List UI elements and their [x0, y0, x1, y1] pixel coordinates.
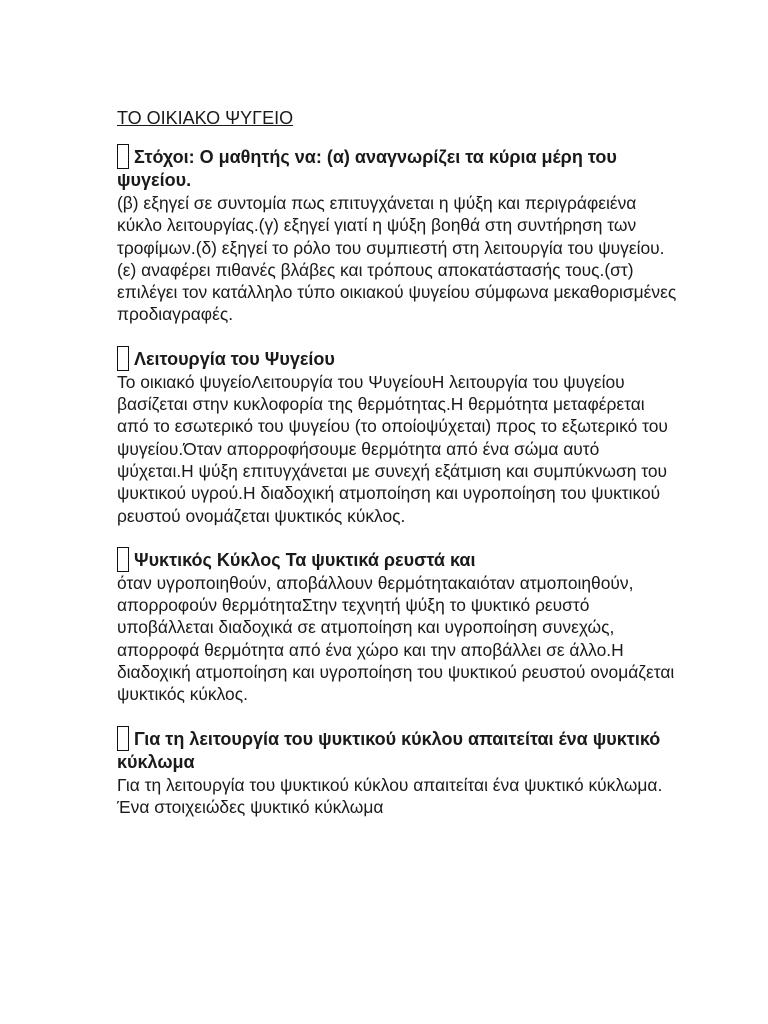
section-heading-row — [117, 346, 677, 371]
section-body: Για τη λειτουργία του ψυκτικού κύκλου απαιτείται ένα ψυκτικό κύκλωμα. Ένα στοιχειώδες ψυκτικό κύκλωμα — [117, 774, 663, 817]
checkbox-icon — [117, 144, 129, 169]
section-heading: Στόχοι: Ο μαθητής να: (α) αναγνωρίζει τα κύρια μέρη του ψυγείου. — [117, 147, 617, 190]
section-heading: Ψυκτικός Κύκλος Τα ψυκτικά ρευστά και — [134, 549, 476, 570]
section-heading-row — [117, 144, 677, 192]
section-refrigeration-cycle — [117, 547, 677, 706]
section-objectives — [117, 144, 677, 326]
section-refrigeration-circuit — [117, 726, 677, 819]
document-title: ΤΟ ΟΙΚΙΑΚΟ ΨΥΓΕΙΟ — [117, 108, 294, 128]
section-body: όταν υγροποιηθούν, αποβάλλουν θερμότητακαιόταν ατμοποιηθούν, απορροφούν θερμότηταΣτην τεχνητή ψύξη το ψυκτικό ρευστό υποβάλλεται διαδοχικά σε ατμοποίηση και υγροποίηση συνεχώς, απορροφά θερμότητα από ένα χώρο και την αποβάλλει σε άλλο.Η διαδοχική ατμοποίηση και υγροποίηση του ψυκτικού ρευστού ονομάζεται ψυκτικός κύκλος. — [117, 572, 675, 705]
checkbox-icon — [117, 346, 129, 371]
section-heading-row — [117, 547, 677, 572]
section-heading: Για τη λειτουργία του ψυκτικού κύκλου απαιτείται ένα ψυκτικό κύκλωμα — [117, 728, 661, 772]
section-body: (β) εξηγεί σε συντομία πως επιτυγχάνεται η ψύξη και περιγράφειένα κύκλο λειτουργίας.(γ) εξηγεί γιατί η ψύξη βοηθά στη συντήρηση των τροφίμων.(δ) εξηγεί το ρόλο του συμπιεστή στη λειτουργία του ψυγείου.(ε) αναφέρει πιθανές βλάβες και τρόπους αποκατάστασής τους.(στ) επιλέγει τον κατάλληλο τύπο οικιακού ψυγείου σύμφωνα μεκαθορισμένες προδιαγραφές. — [117, 193, 677, 325]
section-fridge-operation — [117, 346, 677, 527]
checkbox-icon — [117, 726, 129, 751]
section-heading-row — [117, 726, 677, 774]
section-heading: Λειτουργία του Ψυγείου — [134, 348, 335, 369]
section-body: Το οικιακό ψυγείοΛειτουργία του ΨυγείουΗ λειτουργία του ψυγείου βασίζεται στην κυκλοφορία της θερμότητας.Η θερμότητα μεταφέρεται από το εσωτερικό του ψυγείου (το οποίοψύχεται) προς το εξωτερικό του ψυγείου.Όταν απορροφήσουμε θερμότητα από ένα σώμα αυτό ψύχεται.Η ψύξη επιτυγχάνεται με συνεχή εξάτμιση και συμπύκνωση του ψυκτικού υγρού.Η διαδοχική ατμοποίηση και υγροποίηση του ψυκτικού ρευστού ονομάζεται ψυκτικός κύκλος. — [117, 371, 668, 526]
document-page — [117, 106, 677, 838]
checkbox-icon — [117, 547, 129, 572]
